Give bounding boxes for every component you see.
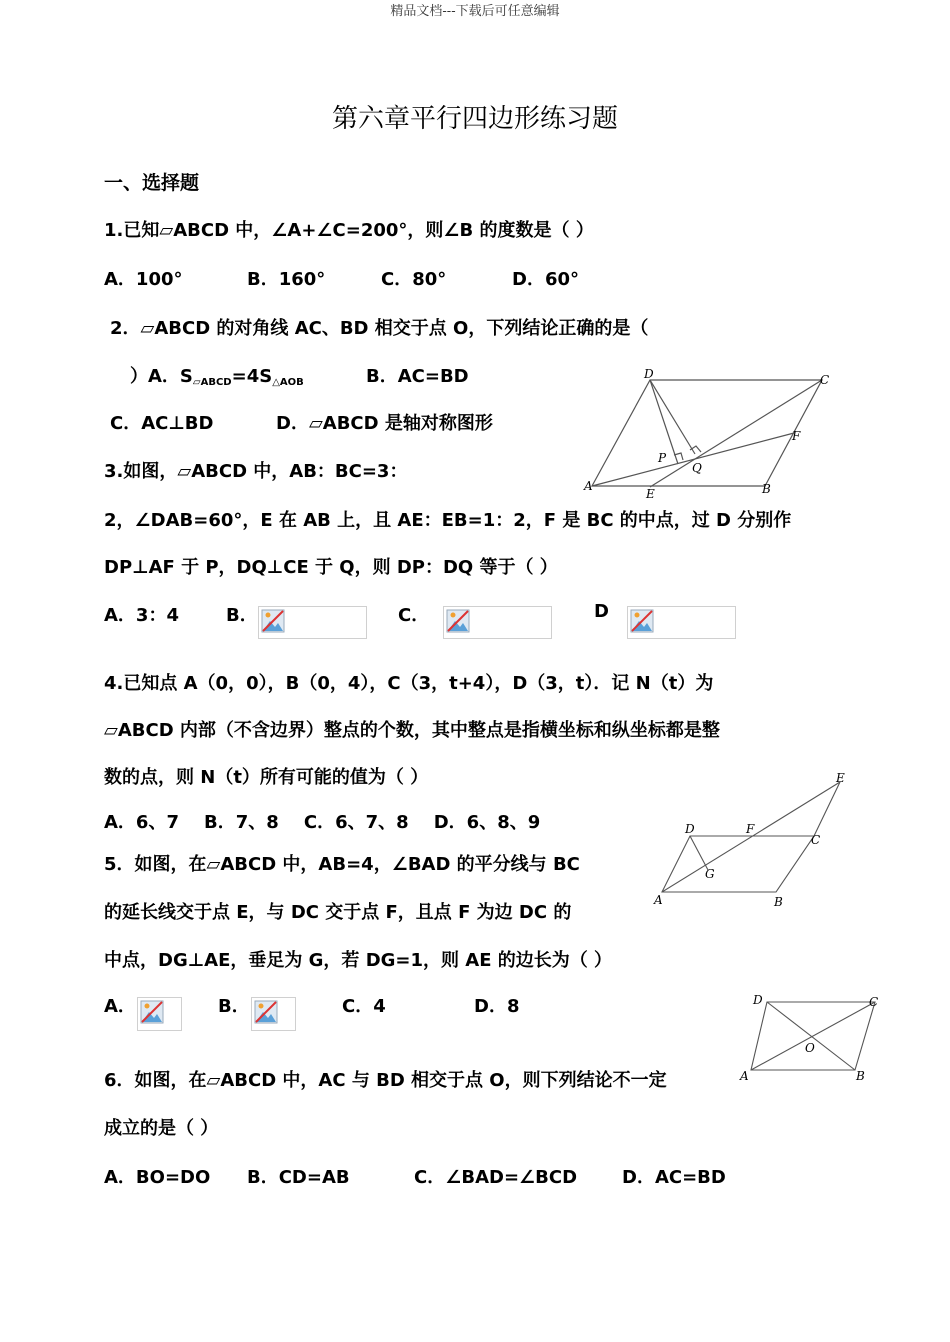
q5-option-b-image <box>251 997 296 1031</box>
q6-option-c: C．∠BAD=∠BCD <box>414 1167 578 1188</box>
q3-option-b: B． <box>226 605 258 626</box>
broken-image-icon <box>630 609 654 633</box>
q2-option-a: ）A．$S_{▱ABCD}=4S_{\triangle AOB}$ <box>130 366 304 388</box>
q6-line-1: 6．如图，在▱ABCD 中，AC 与 BD 相交于点 O，则下列结论不一定 <box>104 1070 667 1091</box>
q3-option-b-image <box>258 606 367 639</box>
q5-label-f: F <box>746 822 755 836</box>
q4-line-1: 4.已知点 A（0，0），B（0，4），C（3，t+4），D（3，t）．记 N（t）为 <box>104 673 714 694</box>
q3-label-f: F <box>792 429 801 443</box>
q6-parallelogram-figure <box>735 990 885 1090</box>
q1-option-b: B．160° <box>247 269 326 290</box>
q4-options: A．6、7 B．7、8 C．6、7、8 D．6、8、9 <box>104 812 541 833</box>
broken-image-icon <box>261 609 285 633</box>
q5-option-c: C．4 <box>342 996 386 1017</box>
q4-line-2: ▱ABCD 内部（不含边界）整点的个数，其中整点是指横坐标和纵坐标都是整 <box>104 720 720 741</box>
q5-line-2: 的延长线交于点 E，与 DC 交于点 F，且点 F 为边 DC 的 <box>104 902 572 923</box>
q6-label-a: A <box>740 1069 749 1083</box>
q5-option-d: D．8 <box>474 996 520 1017</box>
q5-label-a: A <box>654 893 663 907</box>
q3-label-q: Q <box>692 461 702 475</box>
q6-line-2: 成立的是（ ） <box>104 1118 219 1139</box>
q6-label-b: B <box>856 1069 865 1083</box>
q2-option-b: B．AC=BD <box>366 366 469 387</box>
q1-option-a: A．100° <box>104 269 183 290</box>
q3-option-a: A．3：4 <box>104 605 179 626</box>
q5-label-e: E <box>836 771 845 785</box>
q3-label-d: D <box>644 367 654 381</box>
q1-option-d: D．60° <box>512 269 579 290</box>
q5-option-a: A． <box>104 996 136 1017</box>
q5-parallelogram-figure <box>650 770 855 910</box>
q3-label-b: B <box>762 482 771 496</box>
q3-option-c: C． <box>398 605 430 626</box>
q6-option-b: B．CD=AB <box>247 1167 350 1188</box>
section-heading: 一、选择题 <box>104 172 200 194</box>
q5-line-3: 中点，DG⊥AE，垂足为 G，若 DG=1，则 AE 的边长为（ ） <box>104 950 613 971</box>
q1-option-c: C．80° <box>381 269 447 290</box>
broken-image-icon <box>446 609 470 633</box>
q6-label-d: D <box>753 993 763 1007</box>
q3-option-c-image <box>443 606 552 639</box>
q6-label-c: C <box>869 995 879 1009</box>
q5-label-d: D <box>685 822 695 836</box>
q6-label-o: O <box>805 1041 815 1055</box>
broken-image-icon <box>140 1000 164 1024</box>
q1-stem: 1.已知▱ABCD 中，∠A+∠C=200°，则∠B 的度数是（ ） <box>104 220 594 241</box>
q6-option-a: A．BO=DO <box>104 1167 211 1188</box>
q3-option-d: D <box>594 601 609 622</box>
page-title: 第六章平行四边形练习题 <box>331 104 618 134</box>
q3-label-a: A <box>584 479 593 493</box>
q3-line-3: DP⊥AF 于 P，DQ⊥CE 于 Q，则 DP：DQ 等于（ ） <box>104 557 558 578</box>
q5-option-a-image <box>137 997 182 1031</box>
q2-stem: 2．▱ABCD 的对角线 AC、BD 相交于点 O，下列结论正确的是（ <box>110 318 649 339</box>
page-header: 精品文档---下载后可任意编辑 <box>390 4 560 19</box>
broken-image-icon <box>254 1000 278 1024</box>
q5-label-b: B <box>774 895 783 909</box>
q5-line-1: 5．如图，在▱ABCD 中，AB=4，∠BAD 的平分线与 BC <box>104 854 580 875</box>
q5-label-c: C <box>811 833 821 847</box>
q5-label-g: G <box>705 867 715 881</box>
q5-option-b: B． <box>218 996 250 1017</box>
q4-line-3: 数的点，则 N（t）所有可能的值为（ ） <box>104 767 429 788</box>
q3-parallelogram-figure <box>580 362 840 502</box>
q3-line-2: 2，∠DAB=60°，E 在 AB 上，且 AE：EB=1：2，F 是 BC 的中点，过 D 分别作 <box>104 510 792 531</box>
q3-label-p: P <box>658 451 667 465</box>
q2-option-d: D．▱ABCD 是轴对称图形 <box>276 413 493 434</box>
q3-line-1: 3.如图，▱ABCD 中，AB：BC=3： <box>104 461 408 482</box>
q3-label-e: E <box>646 487 655 501</box>
q2-option-c: C．AC⊥BD <box>110 413 214 434</box>
q6-option-d: D．AC=BD <box>622 1167 726 1188</box>
q3-option-d-image <box>627 606 736 639</box>
q3-label-c: C <box>820 373 830 387</box>
